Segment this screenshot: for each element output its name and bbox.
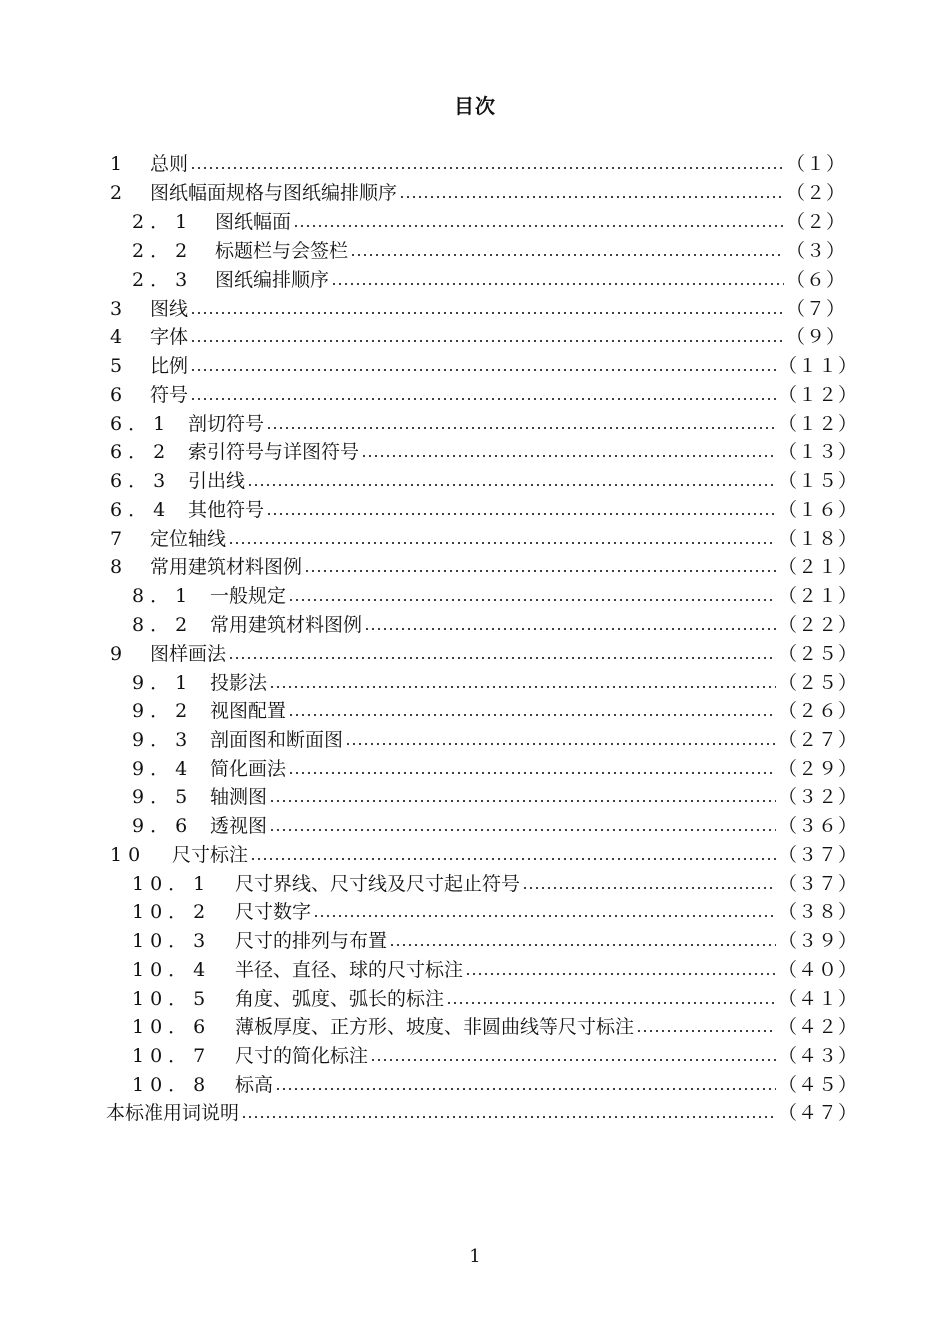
toc-entry-page: （３７） [777,873,858,895]
toc-entry[interactable] [132,697,858,725]
toc-entry-label: 透视图 [210,815,268,837]
toc-entry-label: 本标准用词说明 [106,1102,240,1124]
toc-entry-number: 6．1 [110,413,172,435]
toc-entry-label: 视图配置 [210,700,287,722]
toc-entry[interactable] [132,783,858,811]
toc-entry[interactable] [132,611,858,639]
toc-entry-number: 9．4 [132,758,194,780]
toc-entry[interactable] [132,898,858,926]
toc-entry-label: 常用建筑材料图例 [210,614,363,636]
toc-entry-number: 10．5 [132,988,212,1010]
toc-entry-number: 9．1 [132,672,194,694]
toc-entry-page: （７） [785,298,846,320]
toc-leader-dots [288,755,776,783]
toc-entry-page: （２９） [777,758,858,780]
toc-entry[interactable] [132,208,846,236]
toc-entry-label: 投影法 [210,672,268,694]
toc-leader-dots [364,611,776,639]
toc-entry-label: 比例 [150,355,189,377]
toc-entry[interactable] [110,438,858,466]
toc-entry-label: 标题栏与会签栏 [215,240,349,262]
toc-entry[interactable] [132,812,858,840]
toc-entry-label: 常用建筑材料图例 [150,556,303,578]
toc-entry-number: 8．1 [132,585,194,607]
toc-leader-dots [190,323,784,351]
toc-leader-dots [465,956,776,984]
toc-entry-number: 2．3 [132,269,194,291]
toc-leader-dots [228,640,776,668]
toc-leader-dots [636,1013,776,1041]
toc-entry[interactable] [110,525,858,553]
toc-entry-label: 一般规定 [210,585,287,607]
toc-entry-label: 图样画法 [150,643,227,665]
toc-entry-page: （１５） [777,470,858,492]
toc-title: 目次 [454,94,496,118]
toc-entry-label: 字体 [150,326,189,348]
toc-entry-page: （２） [785,211,846,233]
toc-leader-dots [241,1099,776,1127]
toc-entry-page: （６） [785,269,846,291]
toc-entry[interactable] [132,985,858,1013]
toc-entry-number: 9 [110,643,129,665]
toc-leader-dots [275,1071,776,1099]
toc-entry-number: 10．6 [132,1016,212,1038]
toc-entry-page: （２６） [777,700,858,722]
toc-entry-number: 10．2 [132,901,212,923]
toc-entry-page: （４７） [777,1102,858,1124]
toc-entry-number: 9．3 [132,729,194,751]
toc-leader-dots [190,381,776,409]
toc-leader-dots [399,179,784,207]
toc-entry[interactable] [132,956,858,984]
toc-entry-page: （１） [785,153,846,175]
toc-entry-number: 10．4 [132,959,212,981]
toc-entry-label: 薄板厚度、正方形、坡度、非圆曲线等尺寸标注 [235,1016,635,1038]
toc-entry-page: （１１） [777,355,858,377]
toc-entry-page: （３２） [777,786,858,808]
toc-entry-page: （３６） [777,815,858,837]
toc-entry-page: （４１） [777,988,858,1010]
toc-leader-dots [331,266,784,294]
toc-entry[interactable] [110,467,858,495]
toc-leader-dots [250,841,776,869]
toc-entry-page: （２７） [777,729,858,751]
toc-entry-label: 轴测图 [210,786,268,808]
toc-entry[interactable] [132,1071,858,1099]
toc-entry-label: 符号 [150,384,189,406]
toc-entry-page: （２） [785,182,846,204]
toc-leader-dots [350,237,784,265]
toc-entry[interactable] [132,726,858,754]
toc-entry-label: 简化画法 [210,758,287,780]
toc-entry[interactable] [132,266,846,294]
toc-entry-page: （２５） [777,672,858,694]
toc-entry-label: 尺寸界线、尺寸线及尺寸起止符号 [235,873,521,895]
toc-entry[interactable] [132,927,858,955]
toc-entry-number: 9．6 [132,815,194,837]
toc-leader-dots [370,1042,776,1070]
toc-entry-label: 图纸编排顺序 [215,269,330,291]
toc-entry-page: （３７） [777,844,858,866]
toc-entry-page: （２１） [777,585,858,607]
toc-entry-label: 引出线 [188,470,246,492]
toc-entry-number: 9．5 [132,786,194,808]
toc-entry-number: 3 [110,298,129,320]
toc-entry-label: 总则 [150,153,189,175]
toc-entry-number: 10．3 [132,930,212,952]
toc-entry-number: 4 [110,326,129,348]
toc-entry[interactable] [110,179,846,207]
page-number: 1 [469,1246,481,1267]
toc-entry[interactable] [132,1042,858,1070]
toc-entry-number: 6．4 [110,499,172,521]
toc-entry-number: 9．2 [132,700,194,722]
toc-entry-label: 图纸幅面 [215,211,292,233]
toc-leader-dots [228,525,776,553]
toc-leader-dots [190,150,784,178]
toc-leader-dots [288,582,776,610]
toc-entry-label: 图纸幅面规格与图纸编排顺序 [150,182,398,204]
toc-entry-page: （１６） [777,499,858,521]
toc-entry-number: 7 [110,528,129,550]
toc-entry-label: 剖面图和断面图 [210,729,344,751]
toc-entry-label: 尺寸标注 [172,844,249,866]
toc-entry-label: 标高 [235,1074,274,1096]
toc-entry[interactable] [110,640,858,668]
toc-entry-label: 尺寸的排列与布置 [235,930,388,952]
toc-entry[interactable] [110,352,858,380]
toc-entry-page: （１３） [777,441,858,463]
toc-entry-page: （９） [785,326,846,348]
toc-entry-label: 定位轴线 [150,528,227,550]
toc-entry[interactable] [110,841,858,869]
toc-entry-page: （４５） [777,1074,858,1096]
toc-entry-label: 半径、直径、球的尺寸标注 [235,959,464,981]
toc-leader-dots [266,496,776,524]
toc-entry-number: 6．3 [110,470,172,492]
toc-entry-number: 8 [110,556,129,578]
toc-entry[interactable] [132,755,858,783]
toc-leader-dots [269,783,776,811]
toc-leader-dots [446,985,776,1013]
toc-leader-dots [313,898,776,926]
toc-entry[interactable] [110,150,846,178]
toc-entry-label: 索引符号与详图符号 [188,441,360,463]
toc-entry-number: 10．7 [132,1045,212,1067]
toc-leader-dots [288,697,776,725]
toc-leader-dots [190,352,776,380]
toc-entry-page: （３８） [777,901,858,923]
toc-entry-label: 尺寸数字 [235,901,312,923]
toc-entry-number: 5 [110,355,129,377]
toc-leader-dots [266,410,776,438]
toc-entry-page: （２５） [777,643,858,665]
toc-leader-dots [190,295,784,323]
toc-entry-number: 8．2 [132,614,194,636]
toc-entry-page: （３） [785,240,846,262]
toc-leader-dots [522,870,776,898]
toc-entry-number: 6 [110,384,129,406]
toc-entry-page: （２１） [777,556,858,578]
toc-entry-page: （１２） [777,413,858,435]
toc-entry[interactable] [110,323,846,351]
toc-entry-page: （４３） [777,1045,858,1067]
toc-entry[interactable] [132,1013,858,1041]
toc-entry[interactable] [132,582,858,610]
toc-entry-label: 其他符号 [188,499,265,521]
toc-entry-number: 10．8 [132,1074,212,1096]
toc-entry-label: 尺寸的简化标注 [235,1045,369,1067]
toc-entry[interactable] [132,870,858,898]
toc-entry-label: 剖切符号 [188,413,265,435]
toc-entry[interactable] [110,410,858,438]
toc-entry[interactable] [110,553,858,581]
toc-entry-number: 1 [110,153,129,175]
toc-entry[interactable] [110,381,858,409]
toc-entry[interactable] [110,496,858,524]
toc-entry[interactable] [132,669,858,697]
toc-entry-page: （１２） [777,384,858,406]
toc-entry-page: （４０） [777,959,858,981]
toc-leader-dots [293,208,784,236]
toc-entry-number: 10 [110,844,147,866]
toc-entry-label: 图线 [150,298,189,320]
toc-leader-dots [247,467,776,495]
toc-entry-page: （３９） [777,930,858,952]
toc-leader-dots [269,812,776,840]
toc-entry[interactable] [110,295,846,323]
toc-entry-page: （１８） [777,528,858,550]
toc-entry[interactable] [132,237,846,265]
toc-leader-dots [345,726,776,754]
toc-entry-number: 2．1 [132,211,194,233]
toc-entry-number: 2．2 [132,240,194,262]
toc-entry-number: 6．2 [110,441,172,463]
toc-leader-dots [304,553,776,581]
toc-leader-dots [389,927,776,955]
toc-entry-page: （２２） [777,614,858,636]
toc-entry-number: 2 [110,182,129,204]
toc-entry-number: 10．1 [132,873,212,895]
toc-entry-page: （４２） [777,1016,858,1038]
toc-leader-dots [361,438,776,466]
toc-entry[interactable] [106,1099,858,1127]
toc-entry-label: 角度、弧度、弧长的标注 [235,988,445,1010]
toc-leader-dots [269,669,776,697]
